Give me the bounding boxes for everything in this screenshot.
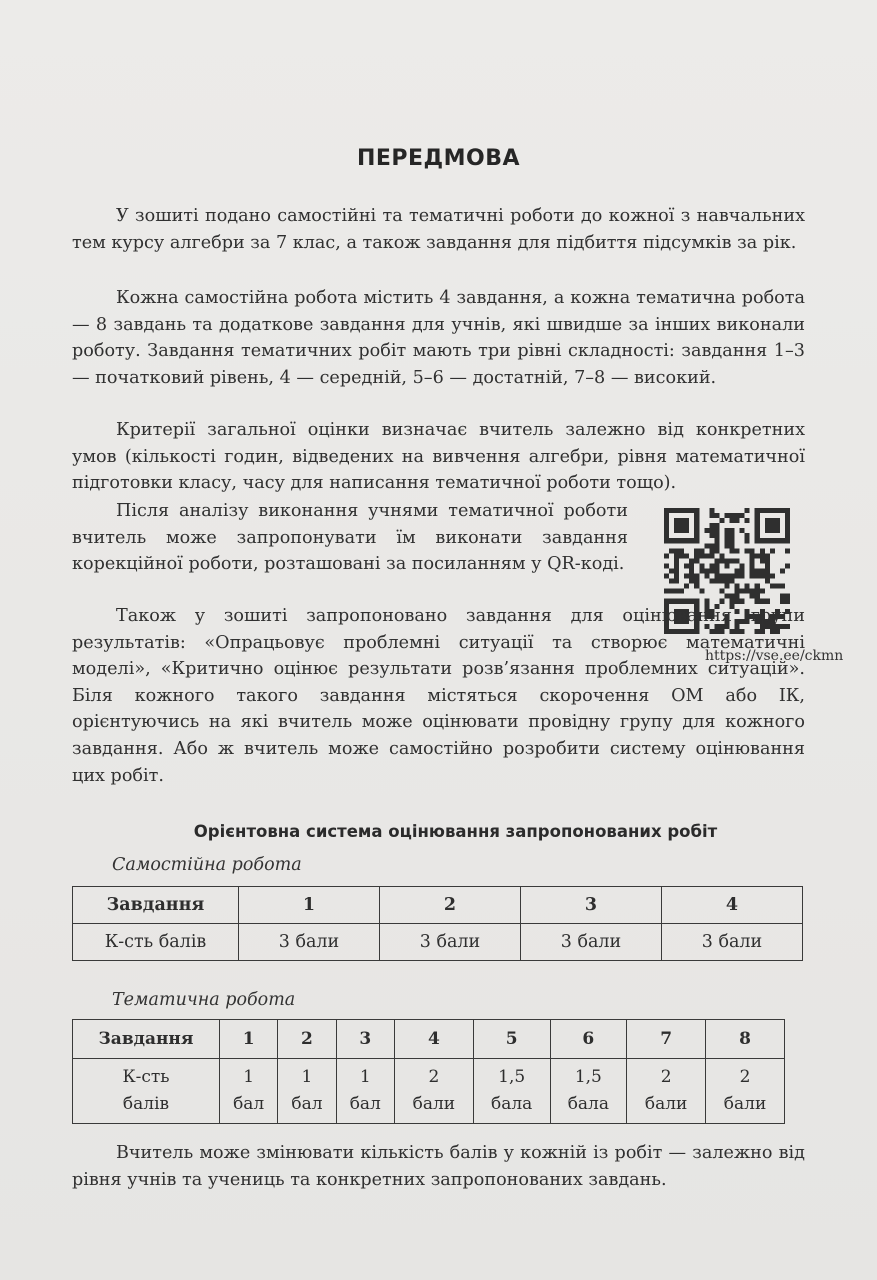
- qr-module: [724, 533, 729, 538]
- qr-module: [674, 538, 679, 543]
- qr-module: [699, 548, 704, 553]
- qr-module: [765, 574, 770, 579]
- qr-module: [735, 558, 740, 563]
- qr-module: [750, 568, 755, 573]
- qr-module: [785, 548, 790, 553]
- qr-module: [674, 589, 679, 594]
- qr-module: [785, 594, 790, 599]
- paragraph-correction: Після аналізу виконання учнями тематичної роботи вчитель може запропонувати їм виконати завдання корекційної роботи, розташовані за посиланням у QR-коді.: [72, 501, 628, 575]
- qr-module: [750, 553, 755, 558]
- grading-title: Орієнтовна система оцінювання запропонованих робіт: [193, 822, 718, 841]
- qr-module: [694, 513, 699, 518]
- qr-module: [770, 538, 775, 543]
- qr-module: [750, 589, 755, 594]
- qr-module: [714, 568, 719, 573]
- qr-module: [674, 558, 679, 563]
- qr-module: [709, 513, 714, 518]
- qr-module: [750, 574, 755, 579]
- paragraph-structure: Кожна самостійна робота містить 4 завдання, а кожна тематична робота — 8 завдань та додаткове завдання для учнів, які швидше за інших виконали роботу. Завдання тематичних робіт мають три рівні складності: завдання 1–3 — початковий рівень, 4 — середній, 5–6 — достатній, 7–8 — високий.: [72, 288, 805, 388]
- qr-module: [730, 538, 735, 543]
- qr-module: [770, 584, 775, 589]
- qr-module: [760, 568, 765, 573]
- qr-module: [760, 553, 765, 558]
- points-cell: [473, 1059, 550, 1124]
- qr-module: [785, 563, 790, 568]
- qr-module: [740, 568, 745, 573]
- qr-module: [770, 548, 775, 553]
- qr-module: [724, 579, 729, 584]
- paragraph-criteria: Критерії загальної оцінки визначає вчитель залежно від конкретних умов (кількості годин, відведених на вивчення алгебри, рівня математичної підготовки класу, часу для написання тематичної роботи тощо).: [72, 420, 805, 494]
- qr-module: [750, 594, 755, 599]
- qr-module: [704, 553, 709, 558]
- qr-module: [770, 528, 775, 533]
- qr-module: [745, 518, 750, 523]
- qr-link[interactable]: https://vse.ee/ckmn: [705, 648, 844, 664]
- qr-module: [689, 538, 694, 543]
- qr-module: [684, 553, 689, 558]
- qr-module: [745, 548, 750, 553]
- qr-module: [770, 574, 775, 579]
- qr-module: [755, 513, 760, 518]
- qr-module: [684, 508, 689, 513]
- qr-module: [714, 548, 719, 553]
- points-cell: [394, 1059, 473, 1124]
- qr-module: [765, 508, 770, 513]
- points-value: 1: [243, 1067, 255, 1087]
- qr-module: [780, 508, 785, 513]
- qr-module: [709, 508, 714, 513]
- header-line: К-сть: [122, 1067, 170, 1087]
- points-unit: бала: [490, 1094, 533, 1114]
- task-number-cell: 8: [706, 1020, 785, 1059]
- points-cell: 3 бали: [521, 924, 662, 961]
- qr-module: [674, 574, 679, 579]
- qr-module: [755, 594, 760, 599]
- table-row: [73, 1059, 785, 1124]
- qr-module: [709, 528, 714, 533]
- qr-module: [684, 584, 689, 589]
- qr-module: [699, 568, 704, 573]
- qr-module: [765, 579, 770, 584]
- task-number-cell: 4: [394, 1020, 473, 1059]
- qr-module: [740, 589, 745, 594]
- qr-module: [699, 553, 704, 558]
- qr-module: [730, 574, 735, 579]
- qr-module: [664, 513, 669, 518]
- qr-module: [664, 553, 669, 558]
- qr-module: [704, 528, 709, 533]
- qr-module: [750, 548, 755, 553]
- independent-work-label: Самостійна робота: [112, 855, 302, 875]
- qr-module: [755, 528, 760, 533]
- qr-module: [709, 568, 714, 573]
- qr-module: [714, 513, 719, 518]
- qr-module: [755, 508, 760, 513]
- qr-module: [785, 528, 790, 533]
- qr-module: [785, 523, 790, 528]
- qr-module: [714, 558, 719, 563]
- qr-module: [709, 563, 714, 568]
- qr-module: [730, 513, 735, 518]
- qr-module: [689, 508, 694, 513]
- qr-module: [709, 553, 714, 558]
- points-value: 2: [660, 1067, 672, 1087]
- qr-module: [730, 533, 735, 538]
- qr-module: [709, 579, 714, 584]
- qr-module: [740, 563, 745, 568]
- qr-module: [755, 523, 760, 528]
- qr-module: [740, 528, 745, 533]
- qr-module: [709, 533, 714, 538]
- qr-module: [785, 518, 790, 523]
- qr-module: [669, 568, 674, 573]
- qr-module: [724, 558, 729, 563]
- qr-module: [689, 558, 694, 563]
- qr-module: [775, 528, 780, 533]
- qr-module: [664, 563, 669, 568]
- task-number-cell: 2: [380, 887, 521, 924]
- table-header-cell: [73, 1059, 220, 1124]
- qr-module: [719, 558, 724, 563]
- qr-module: [740, 513, 745, 518]
- qr-module: [674, 553, 679, 558]
- qr-module: [775, 518, 780, 523]
- qr-module: [674, 563, 679, 568]
- task-number-cell: 7: [627, 1020, 706, 1059]
- task-number-cell: 2: [278, 1020, 336, 1059]
- qr-module: [669, 589, 674, 594]
- qr-module: [674, 548, 679, 553]
- task-number-cell: 4: [662, 887, 803, 924]
- qr-module: [775, 523, 780, 528]
- qr-module: [674, 579, 679, 584]
- qr-module: [694, 518, 699, 523]
- table-row: [73, 887, 803, 924]
- points-unit: бал: [291, 1094, 323, 1114]
- qr-module: [714, 574, 719, 579]
- qr-module: [724, 538, 729, 543]
- qr-module: [684, 563, 689, 568]
- qr-module: [730, 579, 735, 584]
- qr-module: [694, 523, 699, 528]
- qr-module: [745, 538, 750, 543]
- qr-module: [714, 533, 719, 538]
- points-unit: бали: [644, 1094, 688, 1114]
- qr-module: [664, 538, 669, 543]
- qr-module: [714, 538, 719, 543]
- qr-module: [694, 574, 699, 579]
- points-cell: [550, 1059, 627, 1124]
- points-cell: [627, 1059, 706, 1124]
- qr-module: [740, 574, 745, 579]
- paragraph-footer-note: Вчитель може змінювати кількість балів у кожній із робіт — залежно від рівня учнів та учениць та конкретних запропонованих завдань.: [72, 1143, 805, 1190]
- qr-module: [684, 523, 689, 528]
- qr-module: [714, 579, 719, 584]
- qr-module: [679, 538, 684, 543]
- qr-module: [694, 558, 699, 563]
- points-value: 1: [359, 1067, 371, 1087]
- qr-module: [684, 574, 689, 579]
- qr-module: [755, 589, 760, 594]
- qr-module: [694, 553, 699, 558]
- qr-module: [674, 508, 679, 513]
- table-row: [73, 924, 803, 961]
- qr-module: [724, 574, 729, 579]
- qr-module: [714, 563, 719, 568]
- qr-module: [724, 543, 729, 548]
- qr-module: [704, 574, 709, 579]
- qr-module: [679, 508, 684, 513]
- qr-module: [745, 508, 750, 513]
- qr-module: [760, 589, 765, 594]
- qr-module: [730, 558, 735, 563]
- qr-module: [694, 579, 699, 584]
- qr-module: [750, 558, 755, 563]
- points-cell: [220, 1059, 278, 1124]
- qr-module: [724, 584, 729, 589]
- qr-module: [664, 589, 669, 594]
- qr-module: [689, 568, 694, 573]
- table-header-cell: Завдання: [73, 887, 239, 924]
- points-unit: бала: [567, 1094, 609, 1114]
- qr-module: [679, 523, 684, 528]
- qr-module: [704, 568, 709, 573]
- qr-module: [760, 538, 765, 543]
- qr-module: [765, 523, 770, 528]
- qr-module: [719, 518, 724, 523]
- qr-module: [735, 548, 740, 553]
- qr-module: [714, 543, 719, 548]
- qr-module: [785, 533, 790, 538]
- qr-module: [730, 594, 735, 599]
- qr-module: [755, 574, 760, 579]
- qr-module: [765, 518, 770, 523]
- qr-module: [714, 523, 719, 528]
- qr-module: [755, 553, 760, 558]
- qr-module: [664, 508, 669, 513]
- qr-module: [689, 574, 694, 579]
- task-number-cell: 3: [336, 1020, 394, 1059]
- qr-module: [765, 538, 770, 543]
- qr-module: [694, 528, 699, 533]
- qr-module: [694, 538, 699, 543]
- qr-module: [669, 508, 674, 513]
- qr-module: [760, 558, 765, 563]
- qr-module: [724, 563, 729, 568]
- paragraph-intro: У зошиті подано самостійні та тематичні роботи до кожної з навчальних тем курсу алгебри за 7 клас, а також завдання для підбиття підсумків за рік.: [72, 206, 805, 253]
- points-cell: [706, 1059, 785, 1124]
- qr-module: [745, 589, 750, 594]
- task-number-cell: 1: [239, 887, 380, 924]
- qr-module: [689, 563, 694, 568]
- qr-module: [780, 594, 785, 599]
- qr-module: [760, 508, 765, 513]
- qr-module: [735, 518, 740, 523]
- qr-module: [765, 558, 770, 563]
- thematic-work-label: Тематична робота: [112, 990, 296, 1010]
- points-unit: бал: [233, 1094, 265, 1114]
- qr-module: [709, 523, 714, 528]
- qr-module: [664, 533, 669, 538]
- qr-module: [730, 528, 735, 533]
- qr-module: [724, 528, 729, 533]
- qr-module: [755, 568, 760, 573]
- qr-module: [755, 538, 760, 543]
- qr-module: [724, 594, 729, 599]
- qr-module: [760, 574, 765, 579]
- qr-module: [735, 584, 740, 589]
- points-cell: [336, 1059, 394, 1124]
- points-value: 1,5: [498, 1067, 526, 1087]
- qr-module: [745, 533, 750, 538]
- qr-module: [684, 538, 689, 543]
- header-line: балів: [122, 1094, 170, 1114]
- table-row: [73, 1020, 785, 1059]
- qr-module: [765, 563, 770, 568]
- qr-module: [765, 528, 770, 533]
- qr-module: [755, 533, 760, 538]
- qr-module: [694, 548, 699, 553]
- table-header-cell: Завдання: [73, 1020, 220, 1059]
- qr-module: [694, 533, 699, 538]
- qr-module: [714, 528, 719, 533]
- thematic-work-table: [72, 1019, 785, 1124]
- qr-module: [775, 584, 780, 589]
- qr-module: [730, 543, 735, 548]
- qr-module: [684, 528, 689, 533]
- qr-module: [679, 518, 684, 523]
- qr-module: [679, 589, 684, 594]
- points-unit: бали: [723, 1094, 767, 1114]
- qr-module: [719, 579, 724, 584]
- table-header-cell: К-сть балів: [73, 924, 239, 961]
- qr-module: [694, 508, 699, 513]
- points-value: 2: [739, 1067, 751, 1087]
- points-cell: [278, 1059, 336, 1124]
- qr-module: [755, 584, 760, 589]
- qr-module: [694, 584, 699, 589]
- points-unit: бал: [349, 1094, 381, 1114]
- qr-module: [679, 528, 684, 533]
- qr-module: [679, 553, 684, 558]
- points-cell: 3 бали: [239, 924, 380, 961]
- qr-module: [684, 518, 689, 523]
- qr-module: [669, 538, 674, 543]
- qr-module: [674, 528, 679, 533]
- points-value: 1,5: [574, 1067, 602, 1087]
- points-cell: 3 бали: [380, 924, 521, 961]
- qr-module: [719, 589, 724, 594]
- qr-module: [735, 568, 740, 573]
- qr-module: [785, 508, 790, 513]
- qr-module: [755, 518, 760, 523]
- task-number-cell: 1: [220, 1020, 278, 1059]
- qr-module: [750, 563, 755, 568]
- qr-module: [674, 523, 679, 528]
- qr-module: [699, 589, 704, 594]
- qr-module: [760, 548, 765, 553]
- qr-module: [735, 589, 740, 594]
- qr-module: [770, 518, 775, 523]
- qr-module: [704, 543, 709, 548]
- qr-module: [770, 523, 775, 528]
- qr-module: [664, 523, 669, 528]
- qr-module: [730, 548, 735, 553]
- qr-module: [664, 574, 669, 579]
- qr-module: [785, 513, 790, 518]
- qr-module: [669, 548, 674, 553]
- points-value: 2: [428, 1067, 440, 1087]
- paragraph-results: Також у зошиті запропоновано завдання для оцінювання групи результатів: «Опрацьовує проблемні ситуації та створює математичні моделі», «Критично оцінює результати розв’язання проблемних ситуацій». Біля кожного такого завдання містяться скорочення ОМ або ІК, орієнтуючись на які вчитель може оцінювати провідну групу для кожного завдання. Або ж вчитель може самостійно розробити систему оцінювання цих робіт.: [72, 606, 805, 786]
- qr-module: [735, 574, 740, 579]
- task-number-cell: 3: [521, 887, 662, 924]
- qr-module: [765, 568, 770, 573]
- qr-module: [674, 568, 679, 573]
- qr-module: [735, 513, 740, 518]
- qr-module: [679, 548, 684, 553]
- qr-module: [785, 538, 790, 543]
- points-cell: 3 бали: [662, 924, 803, 961]
- qr-module: [775, 538, 780, 543]
- points-unit: бали: [412, 1094, 456, 1114]
- qr-module: [745, 584, 750, 589]
- qr-module: [699, 563, 704, 568]
- qr-module: [709, 543, 714, 548]
- qr-module: [730, 518, 735, 523]
- qr-module: [780, 538, 785, 543]
- qr-module: [724, 513, 729, 518]
- task-number-cell: 5: [473, 1020, 550, 1059]
- qr-module: [664, 528, 669, 533]
- points-value: 1: [301, 1067, 313, 1087]
- task-number-cell: 6: [550, 1020, 627, 1059]
- page-title: ПЕРЕДМОВА: [356, 146, 521, 171]
- qr-module: [765, 553, 770, 558]
- qr-module: [719, 574, 724, 579]
- qr-module: [775, 508, 780, 513]
- qr-module: [709, 548, 714, 553]
- qr-module: [674, 518, 679, 523]
- qr-module: [735, 594, 740, 599]
- qr-module: [780, 568, 785, 573]
- qr-module: [689, 579, 694, 584]
- qr-module: [664, 518, 669, 523]
- qr-module: [669, 579, 674, 584]
- independent-work-table: [72, 886, 803, 961]
- qr-module: [770, 508, 775, 513]
- qr-module: [719, 553, 724, 558]
- qr-module: [780, 584, 785, 589]
